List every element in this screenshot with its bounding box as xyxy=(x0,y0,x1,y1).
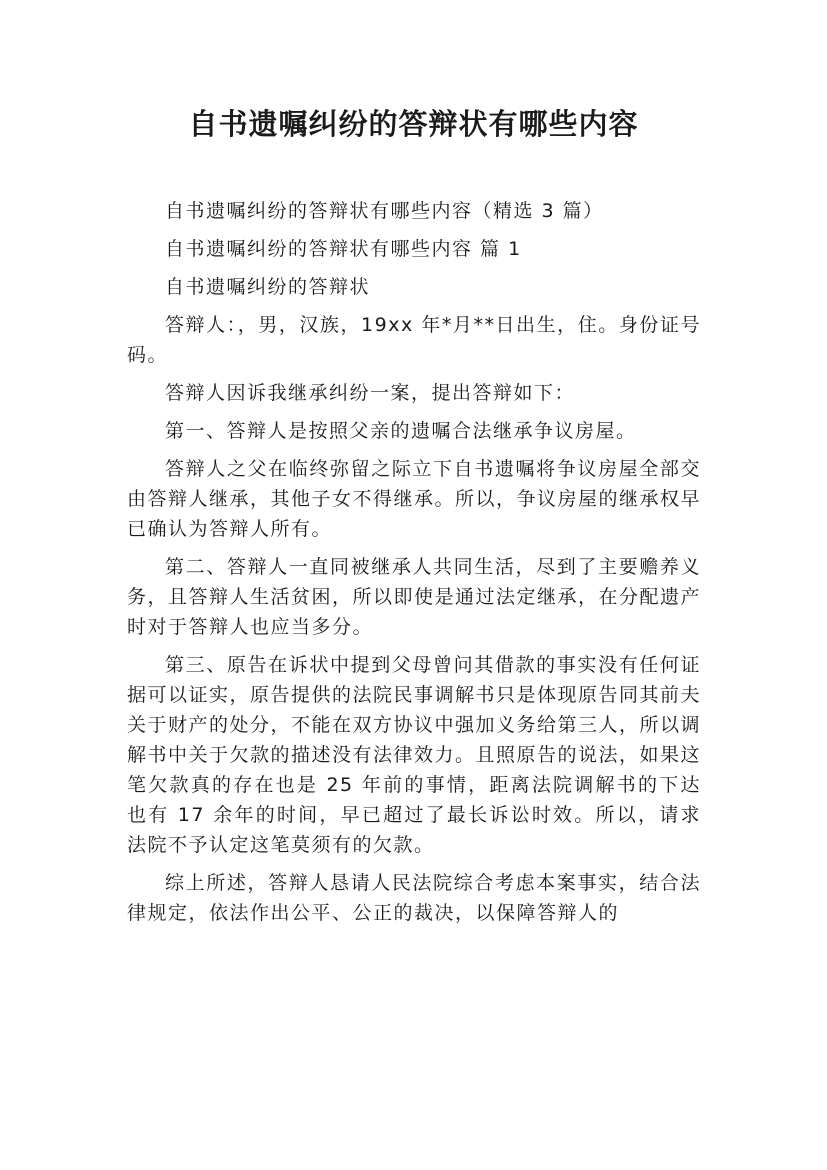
document-body xyxy=(127,196,701,936)
paragraph-point-two: 第二、答辩人一直同被继承人共同生活，尽到了主要赡养义务，且答辩人生活贫困，所以即使是通过法定继承，在分配遗产时对于答辩人也应当多分。 xyxy=(127,556,702,638)
paragraph-point-three: 第三、原告在诉状中提到父母曾问其借款的事实没有任何证据可以证实，原告提供的法院民事调解书只是体现原告同其前夫关于财产的处分，不能在双方协议中强加义务给第三人，所以调解书中关于欠款的描述没有法律效力。且照原告的说法，如果这笔欠款真的存在也是 25 年前的事情，距离法院调解书的下达也有 17 余年的时间，早已超过了最长诉讼时效。所以，请求法院不予认定这笔莫须有的欠款。 xyxy=(127,654,702,856)
paragraph-section-heading: 自书遗嘱纠纷的答辩状有哪些内容 篇 1 xyxy=(165,238,522,260)
paragraph-will-detail: 答辩人之父在临终弥留之际立下自书遗嘱将争议房屋全部交由答辩人继承，其他子女不得继承。所以，争议房屋的继承权早已确认为答辩人所有。 xyxy=(127,458,702,540)
paragraph-subtitle: 自书遗嘱纠纷的答辩状有哪些内容（精选 3 篇） xyxy=(165,200,604,222)
paragraph-respondent-info: 答辩人：，男，汉族，19xx 年*月**日出生，住。身份证号码。 xyxy=(127,314,701,366)
paragraph-intro: 答辩人因诉我继承纠纷一案，提出答辩如下： xyxy=(165,382,576,404)
document-title: 自书遗嘱纠纷的答辩状有哪些内容 xyxy=(188,107,639,141)
paragraph-conclusion: 综上所述，答辩人恳请人民法院综合考虑本案事实，结合法律规定，依法作出公平、公正的裁决，以保障答辩人的 xyxy=(127,872,701,924)
paragraph-point-one: 第一、答辩人是按照父亲的遗嘱合法继承争议房屋。 xyxy=(165,420,637,442)
paragraph-document-name: 自书遗嘱纠纷的答辩状 xyxy=(165,276,371,298)
